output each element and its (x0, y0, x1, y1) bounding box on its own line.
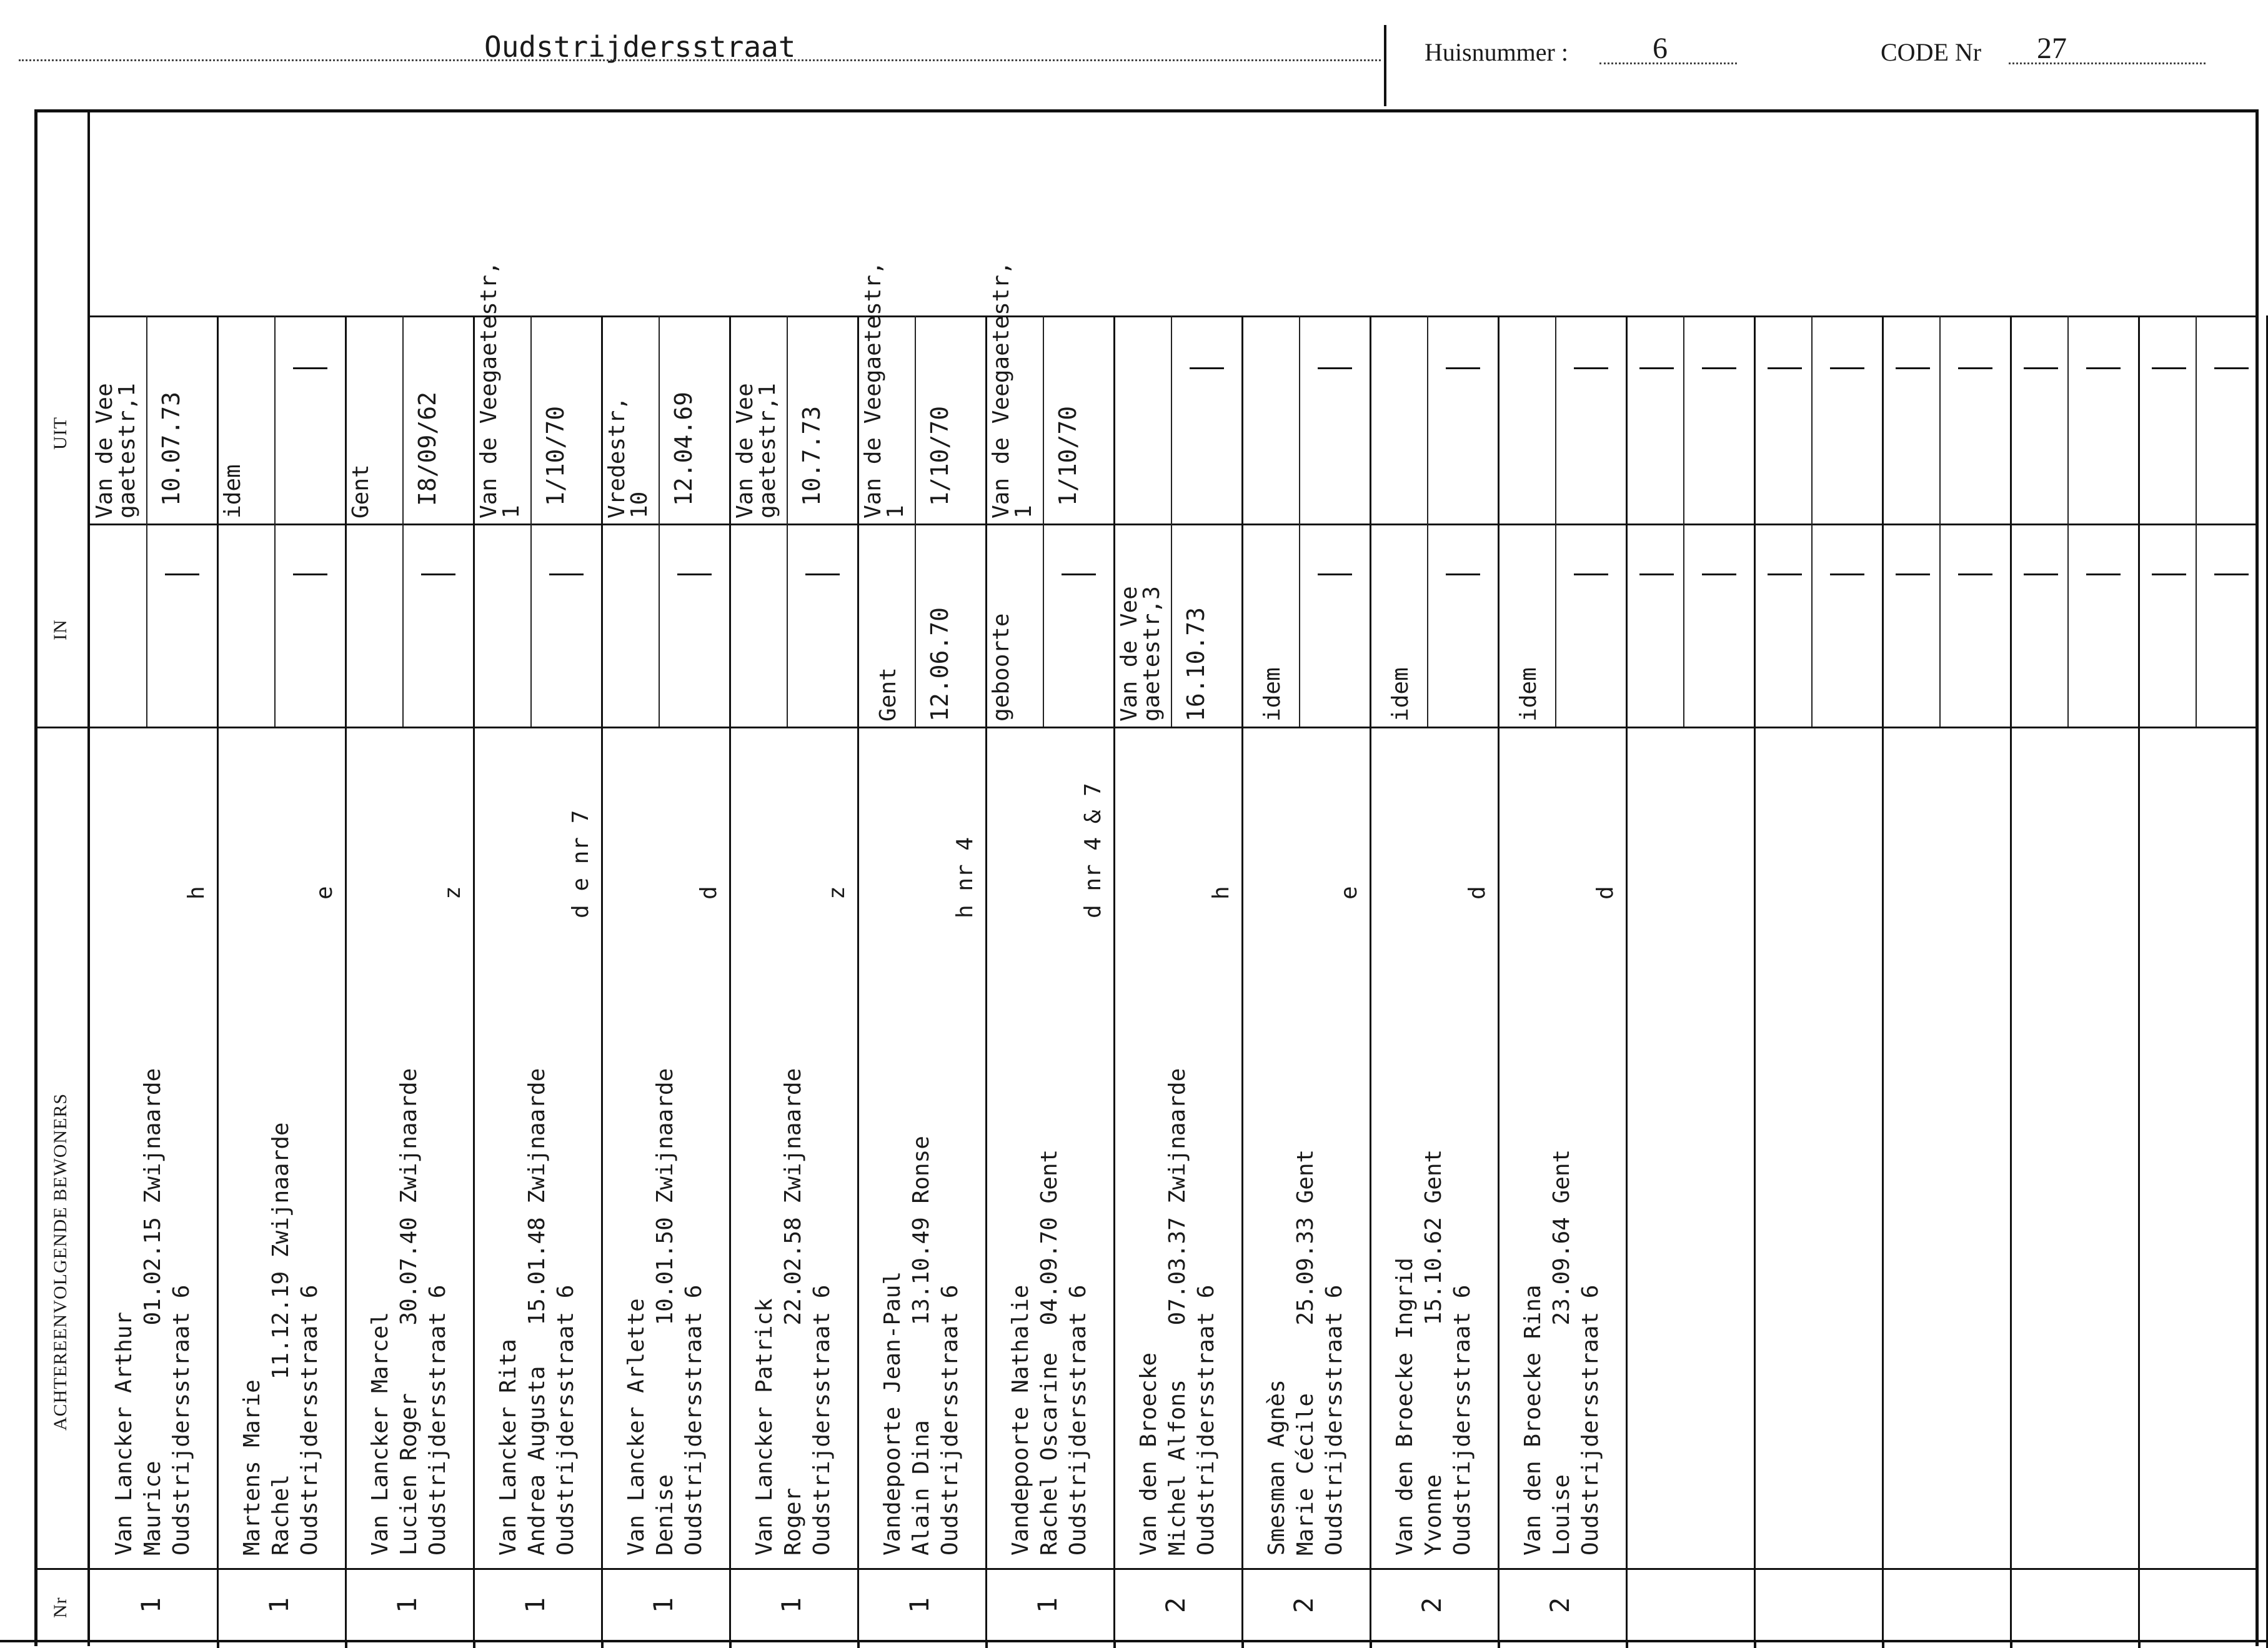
uit-subdivider (274, 315, 276, 524)
relation-mark: e (1336, 886, 1362, 900)
uit-subdivider (1171, 315, 1172, 524)
uit-dash (1574, 367, 1608, 369)
header-divider (1384, 25, 1386, 106)
uit-subdivider (530, 315, 532, 524)
column-divider (1626, 315, 1628, 1640)
column-divider (473, 315, 475, 1640)
entry-nr: 1 (648, 1597, 679, 1614)
resident-line: Alain Dina 13.10.49 Ronse (908, 1136, 934, 1556)
residents-nr-line (34, 1568, 2259, 1570)
in-subdivider (659, 524, 660, 727)
bottom-tick (1498, 1642, 1500, 1648)
uit-place: Van de Vee gaetestr,1 (732, 383, 780, 519)
in-dash (2214, 573, 2249, 575)
relation-mark: h (1208, 886, 1234, 900)
resident-line: Van den Broecke Ingrid (1392, 1258, 1418, 1556)
resident-line: Van Lancker Patrick (752, 1298, 777, 1556)
uit-dash (293, 367, 327, 369)
in-dash (1702, 573, 1736, 575)
resident-line: Oudstrijdersstraat 6 (297, 1284, 322, 1556)
in-subdivider (787, 524, 788, 727)
street-dots (19, 59, 1381, 61)
resident-line: Andrea Augusta 15.01.48 Zwijnaarde (524, 1068, 550, 1556)
in-subdivider (1043, 524, 1044, 727)
entry-nr: 2 (1160, 1597, 1191, 1614)
uit-subdivider (915, 315, 916, 524)
uit-dash (1830, 367, 1864, 369)
in-place: idem (1516, 667, 1541, 722)
bottom-line (0, 1640, 2268, 1642)
resident-line: Oudstrijdersstraat 6 (1578, 1284, 1603, 1556)
bottom-tick (1113, 1642, 1116, 1648)
in-dash (1639, 573, 1674, 575)
column-divider (2138, 315, 2140, 1640)
resident-line: Martens Marie (239, 1379, 265, 1556)
entry-nr: 2 (1544, 1597, 1576, 1614)
entry-nr: 1 (392, 1597, 423, 1614)
column-divider (985, 315, 987, 1640)
in-subdivider (1299, 524, 1300, 727)
relation-mark: d (1593, 886, 1618, 900)
uit-date: 1/10/70 (542, 405, 569, 506)
in-dash (677, 573, 712, 575)
column-divider (1754, 315, 1756, 1640)
bottom-tick (1626, 1642, 1628, 1648)
column-divider (1882, 315, 1884, 1640)
resident-line: Oudstrijdersstraat 6 (1450, 1284, 1475, 1556)
column-divider (1498, 315, 1500, 1640)
resident-line: Van Lancker Arthur (111, 1311, 137, 1556)
in-place: Gent (875, 667, 901, 722)
in-subdivider (1939, 524, 1941, 727)
relation-mark: h (184, 886, 209, 900)
column-divider (217, 315, 219, 1640)
entry-nr: 1 (264, 1597, 295, 1614)
uit-subdivider (402, 315, 404, 524)
uit-dash (2086, 367, 2121, 369)
bottom-tick (473, 1642, 475, 1648)
resident-line: Marie Cécile 25.09.33 Gent (1293, 1149, 1318, 1556)
relation-mark: z (824, 886, 850, 900)
resident-line: Rachel Oscarine 04.09.70 Gent (1037, 1149, 1062, 1556)
resident-line: Roger 22.02.58 Zwijnaarde (780, 1068, 806, 1556)
uit-dash (1896, 367, 1930, 369)
col-label-uit: UIT (50, 417, 71, 450)
resident-line: Van den Broecke (1136, 1352, 1161, 1556)
column-divider (601, 315, 603, 1640)
uit-place: Vredestr, 10 (604, 396, 652, 519)
bottom-tick (345, 1642, 347, 1648)
entry-nr: 2 (1416, 1597, 1448, 1614)
column-divider (2010, 315, 2012, 1640)
in-subdivider (274, 524, 276, 727)
resident-line: Oudstrijdersstraat 6 (1065, 1284, 1091, 1556)
in-subdivider (146, 524, 147, 727)
bottom-tick (1754, 1642, 1756, 1648)
in-place: idem (1260, 667, 1285, 722)
in-place: Van de Vee gaetestr,3 (1117, 586, 1165, 722)
uit-in-line (87, 524, 2259, 525)
in-dash (549, 573, 584, 575)
uit-date: I8/09/62 (414, 391, 441, 506)
bottom-tick (1370, 1642, 1372, 1648)
uit-subdivider (2196, 315, 2197, 524)
entry-nr: 1 (136, 1597, 167, 1614)
resident-line: Oudstrijdersstraat 6 (809, 1284, 835, 1556)
column-divider (345, 315, 347, 1640)
uit-date: 1/10/70 (926, 405, 953, 506)
resident-line: Van Lancker Marcel (367, 1311, 393, 1556)
uit-subdivider (1555, 315, 1556, 524)
resident-line: Yvonne 15.10.62 Gent (1421, 1149, 1446, 1556)
uit-dash (1958, 367, 1992, 369)
uit-dash (1318, 367, 1352, 369)
in-subdivider (1427, 524, 1428, 727)
uit-dash (2152, 367, 2186, 369)
in-subdivider (1683, 524, 1684, 727)
in-place: geboorte (988, 613, 1014, 722)
uit-dash (1446, 367, 1480, 369)
uit-date: 10.7.73 (798, 405, 825, 506)
entry-nr: 1 (1032, 1597, 1063, 1614)
uit-place: Van de Veegaetestr, 1 (988, 261, 1037, 519)
in-dash (1574, 573, 1608, 575)
uit-dash (2214, 367, 2249, 369)
code-label: CODE Nr (1881, 38, 1982, 66)
uit-subdivider (146, 315, 147, 524)
column-divider (729, 315, 731, 1640)
resident-line: Vandepoorte Jean-Paul (880, 1271, 905, 1556)
code-dots (2009, 62, 2206, 64)
resident-line: Van Lancker Arlette (624, 1298, 649, 1556)
in-dash (1768, 573, 1802, 575)
resident-line: Van den Broecke Rina (1520, 1284, 1546, 1556)
in-place: idem (1388, 667, 1413, 722)
in-subdivider (1555, 524, 1556, 727)
bottom-tick (1241, 1642, 1244, 1648)
in-dash (2086, 573, 2121, 575)
resident-line: Vandepoorte Nathalie (1008, 1284, 1033, 1556)
bottom-tick (1882, 1642, 1884, 1648)
in-dash (1318, 573, 1352, 575)
resident-line: Oudstrijdersstraat 6 (169, 1284, 194, 1556)
resident-line: Michel Alfons 07.03.37 Zwijnaarde (1165, 1068, 1190, 1556)
uit-subdivider (1939, 315, 1941, 524)
in-dash (1958, 573, 1992, 575)
resident-line: Denise 10.01.50 Zwijnaarde (652, 1068, 678, 1556)
top-section-line (87, 315, 2259, 317)
uit-dash (2024, 367, 2058, 369)
resident-line: Oudstrijdersstraat 6 (681, 1284, 707, 1556)
resident-line: Van Lancker Rita (495, 1339, 521, 1556)
relation-mark: d (696, 886, 722, 900)
column-divider (1113, 315, 1115, 1640)
resident-line: Oudstrijdersstraat 6 (1193, 1284, 1219, 1556)
bottom-tick (729, 1642, 732, 1648)
uit-date: 1/10/70 (1054, 405, 1082, 506)
uit-dash (1702, 367, 1736, 369)
resident-line: Oudstrijdersstraat 6 (1321, 1284, 1347, 1556)
uit-place: Van de Veegaetestr, 1 (860, 261, 908, 519)
resident-line: Smesman Agnès (1264, 1379, 1290, 1556)
in-dash (421, 573, 455, 575)
relation-mark: d (1465, 886, 1490, 900)
resident-line: Maurice 01.02.15 Zwijnaarde (140, 1068, 166, 1556)
uit-place: Van de Veegaetestr, 1 (476, 261, 524, 519)
uit-date: 10.07.73 (157, 391, 185, 506)
in-subdivider (915, 524, 916, 727)
entry-nr: 1 (776, 1597, 807, 1614)
in-dash (1896, 573, 1930, 575)
uit-date: 12.04.69 (670, 391, 697, 506)
column-divider (1370, 315, 1371, 1640)
in-dash (165, 573, 199, 575)
relation-mark: h nr 4 (952, 836, 978, 918)
in-dash (805, 573, 840, 575)
uit-subdivider (1427, 315, 1428, 524)
column-divider (857, 315, 859, 1640)
in-dash (2024, 573, 2058, 575)
uit-dash (1190, 367, 1224, 369)
in-subdivider (1811, 524, 1813, 727)
bottom-tick (857, 1642, 860, 1648)
uit-place: Van de Vee gaetestr,1 (92, 383, 140, 519)
in-subdivider (402, 524, 404, 727)
bottom-tick (601, 1642, 604, 1648)
entry-nr: 2 (1288, 1597, 1320, 1614)
code-number: 27 (2037, 32, 2067, 65)
col-label-nr: Nr (50, 1597, 71, 1618)
resident-line: Oudstrijdersstraat 6 (553, 1284, 579, 1556)
uit-subdivider (1043, 315, 1044, 524)
uit-place: idem (220, 464, 246, 519)
in-dash (1062, 573, 1096, 575)
relation-mark: z (440, 886, 465, 900)
in-date: 16.10.73 (1182, 607, 1210, 722)
entry-nr: 1 (904, 1597, 935, 1614)
uit-subdivider (787, 315, 788, 524)
relation-mark: d nr 4 & 7 (1080, 783, 1106, 918)
resident-line: Louise 23.09.64 Gent (1549, 1149, 1574, 1556)
uit-subdivider (659, 315, 660, 524)
house-number-dots (1599, 62, 1737, 64)
in-subdivider (1171, 524, 1172, 727)
uit-subdivider (1299, 315, 1300, 524)
in-date: 12.06.70 (926, 607, 953, 722)
label-column-divider (87, 109, 90, 1646)
house-number-label: Huisnummer : (1425, 38, 1568, 66)
in-dash (1446, 573, 1480, 575)
street-name: Oudstrijdersstraat (484, 30, 796, 64)
relation-mark: e (312, 886, 337, 900)
in-dash (1830, 573, 1864, 575)
uit-dash (1639, 367, 1674, 369)
uit-subdivider (1811, 315, 1813, 524)
col-label-residents: ACHTEREENVOLGENDE BEWONERS (50, 1093, 71, 1431)
relation-mark: d e nr 7 (568, 810, 594, 918)
bottom-tick (985, 1642, 988, 1648)
uit-subdivider (2067, 315, 2069, 524)
bottom-tick (2138, 1642, 2141, 1648)
in-dash (2152, 573, 2186, 575)
in-subdivider (2196, 524, 2197, 727)
in-subdivider (2067, 524, 2069, 727)
bottom-tick (2010, 1642, 2012, 1648)
in-residents-line (34, 727, 2259, 728)
entry-nr: 1 (520, 1597, 551, 1614)
col-label-in: IN (50, 619, 71, 640)
column-divider (1241, 315, 1243, 1640)
in-subdivider (530, 524, 532, 727)
resident-line: Rachel 11.12.19 Zwijnaarde (268, 1122, 294, 1556)
uit-place: Gent (348, 464, 374, 519)
resident-line: Oudstrijdersstraat 6 (937, 1284, 963, 1556)
bottom-tick (217, 1642, 219, 1648)
uit-subdivider (1683, 315, 1684, 524)
resident-line: Oudstrijdersstraat 6 (425, 1284, 450, 1556)
resident-line: Lucien Roger 30.07.40 Zwijnaarde (396, 1068, 422, 1556)
uit-dash (1768, 367, 1802, 369)
house-number: 6 (1653, 32, 1668, 65)
in-dash (293, 573, 327, 575)
